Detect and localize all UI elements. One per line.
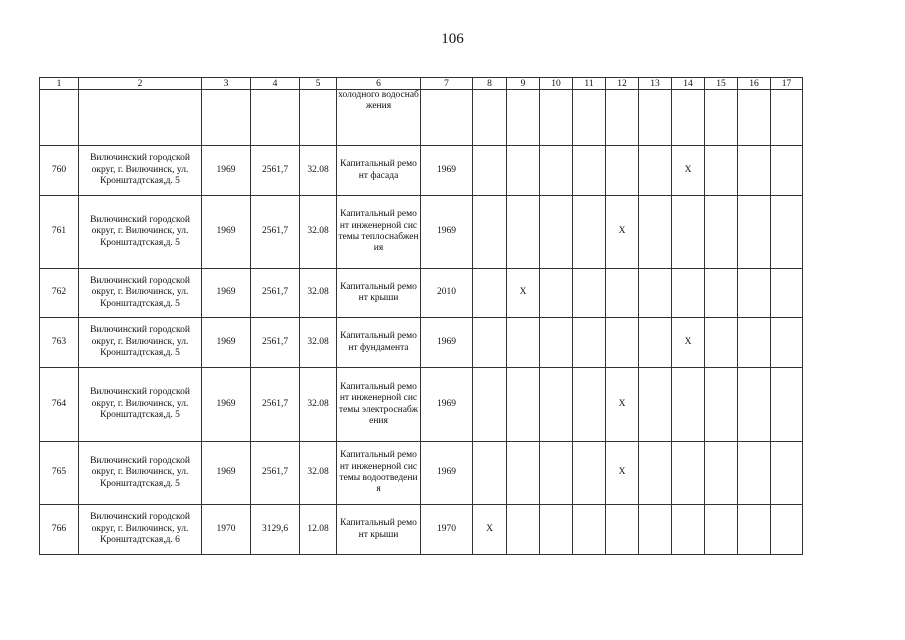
cell-empty	[738, 505, 771, 555]
cell-year: 1969	[202, 442, 251, 505]
table-row	[40, 196, 803, 269]
cell-col5: 32.08	[300, 269, 337, 318]
cell-empty	[738, 442, 771, 505]
column-header-4: 4	[251, 78, 300, 90]
cell-area	[251, 90, 300, 146]
cell-address: Вилючинский городской округ, г. Вилючинск, ул. Кронштадтская,д. 5	[79, 269, 202, 318]
cell-year: 1969	[202, 146, 251, 196]
cell-empty	[771, 196, 803, 269]
column-header-5: 5	[300, 78, 337, 90]
column-header-8: 8	[473, 78, 507, 90]
column-header-12: 12	[606, 78, 639, 90]
cell-empty	[473, 146, 507, 196]
cell-year-work: 1969	[421, 196, 473, 269]
cell-no: 764	[40, 368, 79, 442]
column-header-9: 9	[507, 78, 540, 90]
cell-empty	[507, 90, 540, 146]
cell-no: 760	[40, 146, 79, 196]
cell-empty	[573, 442, 606, 505]
table-row	[40, 442, 803, 505]
cell-empty	[705, 368, 738, 442]
cell-empty	[606, 146, 639, 196]
cell-empty	[573, 90, 606, 146]
cell-work-continuation: холодного водоснабжения	[337, 90, 421, 146]
cell-empty	[507, 146, 540, 196]
cell-work: Капитальный ремонт инженерной системы водоотведения	[337, 442, 421, 505]
continuation-row	[40, 90, 803, 146]
cell-empty	[771, 269, 803, 318]
cell-mark-x: Х	[606, 442, 639, 505]
cell-empty	[738, 269, 771, 318]
cell-col5: 32.08	[300, 442, 337, 505]
cell-empty	[573, 146, 606, 196]
cell-empty	[705, 505, 738, 555]
cell-empty	[606, 505, 639, 555]
cell-area: 2561,7	[251, 196, 300, 269]
cell-empty	[738, 368, 771, 442]
cell-address	[79, 90, 202, 146]
cell-empty	[639, 269, 672, 318]
cell-year-work: 1969	[421, 368, 473, 442]
cell-empty	[738, 90, 771, 146]
cell-empty	[573, 318, 606, 368]
cell-year-work: 1970	[421, 505, 473, 555]
table-row	[40, 318, 803, 368]
table-row	[40, 269, 803, 318]
cell-year: 1969	[202, 196, 251, 269]
cell-area: 2561,7	[251, 368, 300, 442]
repair-register-table	[39, 77, 803, 555]
column-header-14: 14	[672, 78, 705, 90]
cell-empty	[540, 269, 573, 318]
cell-empty	[540, 505, 573, 555]
cell-empty	[473, 368, 507, 442]
column-header-16: 16	[738, 78, 771, 90]
cell-empty	[639, 442, 672, 505]
cell-empty	[473, 442, 507, 505]
cell-empty	[672, 368, 705, 442]
cell-year-work: 2010	[421, 269, 473, 318]
cell-empty	[507, 196, 540, 269]
cell-empty	[573, 505, 606, 555]
cell-empty	[738, 318, 771, 368]
cell-work: Капитальный ремонт крыши	[337, 269, 421, 318]
cell-area: 3129,6	[251, 505, 300, 555]
cell-empty	[573, 196, 606, 269]
cell-empty	[672, 269, 705, 318]
cell-empty	[573, 368, 606, 442]
cell-year: 1969	[202, 269, 251, 318]
cell-year: 1970	[202, 505, 251, 555]
cell-empty	[540, 90, 573, 146]
cell-empty	[606, 90, 639, 146]
column-header-13: 13	[639, 78, 672, 90]
cell-work: Капитальный ремонт инженерной системы электроснабжения	[337, 368, 421, 442]
cell-col5: 32.08	[300, 196, 337, 269]
cell-year	[202, 90, 251, 146]
cell-empty	[672, 196, 705, 269]
cell-empty	[573, 269, 606, 318]
cell-empty	[606, 269, 639, 318]
cell-mark-x: Х	[672, 318, 705, 368]
cell-empty	[540, 368, 573, 442]
cell-empty	[672, 442, 705, 505]
cell-no: 762	[40, 269, 79, 318]
cell-work: Капитальный ремонт инженерной системы теплоснабжения	[337, 196, 421, 269]
cell-empty	[639, 505, 672, 555]
table-row	[40, 505, 803, 555]
cell-empty	[705, 196, 738, 269]
cell-empty	[639, 196, 672, 269]
cell-empty	[771, 318, 803, 368]
cell-empty	[705, 442, 738, 505]
cell-address: Вилючинский городской округ, г. Вилючинск, ул. Кронштадтская,д. 6	[79, 505, 202, 555]
column-header-3: 3	[202, 78, 251, 90]
cell-empty	[473, 318, 507, 368]
cell-col5: 12.08	[300, 505, 337, 555]
cell-empty	[771, 505, 803, 555]
cell-area: 2561,7	[251, 146, 300, 196]
cell-col5: 32.08	[300, 318, 337, 368]
cell-address: Вилючинский городской округ, г. Вилючинск, ул. Кронштадтская,д. 5	[79, 368, 202, 442]
cell-empty	[540, 146, 573, 196]
table-row	[40, 368, 803, 442]
cell-empty	[738, 146, 771, 196]
cell-area: 2561,7	[251, 269, 300, 318]
cell-col5	[300, 90, 337, 146]
cell-mark-x: Х	[606, 196, 639, 269]
cell-empty	[672, 90, 705, 146]
cell-address: Вилючинский городской округ, г. Вилючинск, ул. Кронштадтская,д. 5	[79, 196, 202, 269]
cell-empty	[507, 442, 540, 505]
cell-empty	[639, 368, 672, 442]
column-header-1: 1	[40, 78, 79, 90]
cell-mark-x: Х	[672, 146, 705, 196]
column-header-7: 7	[421, 78, 473, 90]
cell-work: Капитальный ремонт фундамента	[337, 318, 421, 368]
cell-empty	[771, 368, 803, 442]
cell-no: 763	[40, 318, 79, 368]
cell-mark-x: Х	[507, 269, 540, 318]
column-header-6: 6	[337, 78, 421, 90]
cell-address: Вилючинский городской округ, г. Вилючинск, ул. Кронштадтская,д. 5	[79, 442, 202, 505]
column-header-15: 15	[705, 78, 738, 90]
cell-empty	[606, 318, 639, 368]
cell-empty	[421, 90, 473, 146]
cell-no	[40, 90, 79, 146]
cell-empty	[771, 146, 803, 196]
cell-year: 1969	[202, 368, 251, 442]
cell-empty	[540, 196, 573, 269]
cell-col5: 32.08	[300, 368, 337, 442]
cell-empty	[473, 90, 507, 146]
cell-empty	[705, 269, 738, 318]
cell-no: 766	[40, 505, 79, 555]
cell-empty	[771, 442, 803, 505]
column-header-11: 11	[573, 78, 606, 90]
cell-empty	[507, 318, 540, 368]
column-number-row	[40, 78, 803, 90]
cell-empty	[473, 196, 507, 269]
cell-empty	[705, 90, 738, 146]
cell-area: 2561,7	[251, 442, 300, 505]
cell-empty	[738, 196, 771, 269]
cell-empty	[672, 505, 705, 555]
cell-year-work: 1969	[421, 318, 473, 368]
cell-work: Капитальный ремонт крыши	[337, 505, 421, 555]
cell-empty	[540, 442, 573, 505]
column-header-17: 17	[771, 78, 803, 90]
cell-empty	[639, 90, 672, 146]
cell-empty	[540, 318, 573, 368]
cell-year: 1969	[202, 318, 251, 368]
column-header-2: 2	[79, 78, 202, 90]
cell-empty	[473, 269, 507, 318]
cell-address: Вилючинский городской округ, г. Вилючинск, ул. Кронштадтская,д. 5	[79, 318, 202, 368]
cell-empty	[639, 318, 672, 368]
cell-mark-x: Х	[606, 368, 639, 442]
cell-mark-x: Х	[473, 505, 507, 555]
cell-no: 765	[40, 442, 79, 505]
cell-area: 2561,7	[251, 318, 300, 368]
cell-year-work: 1969	[421, 442, 473, 505]
cell-no: 761	[40, 196, 79, 269]
table-row	[40, 146, 803, 196]
cell-empty	[507, 505, 540, 555]
cell-empty	[705, 318, 738, 368]
page-number: 106	[441, 31, 464, 47]
cell-empty	[639, 146, 672, 196]
cell-address: Вилючинский городской округ, г. Вилючинск, ул. Кронштадтская,д. 5	[79, 146, 202, 196]
cell-work: Капитальный ремонт фасада	[337, 146, 421, 196]
cell-empty	[705, 146, 738, 196]
cell-year-work: 1969	[421, 146, 473, 196]
column-header-10: 10	[540, 78, 573, 90]
cell-col5: 32.08	[300, 146, 337, 196]
cell-empty	[771, 90, 803, 146]
cell-empty	[507, 368, 540, 442]
